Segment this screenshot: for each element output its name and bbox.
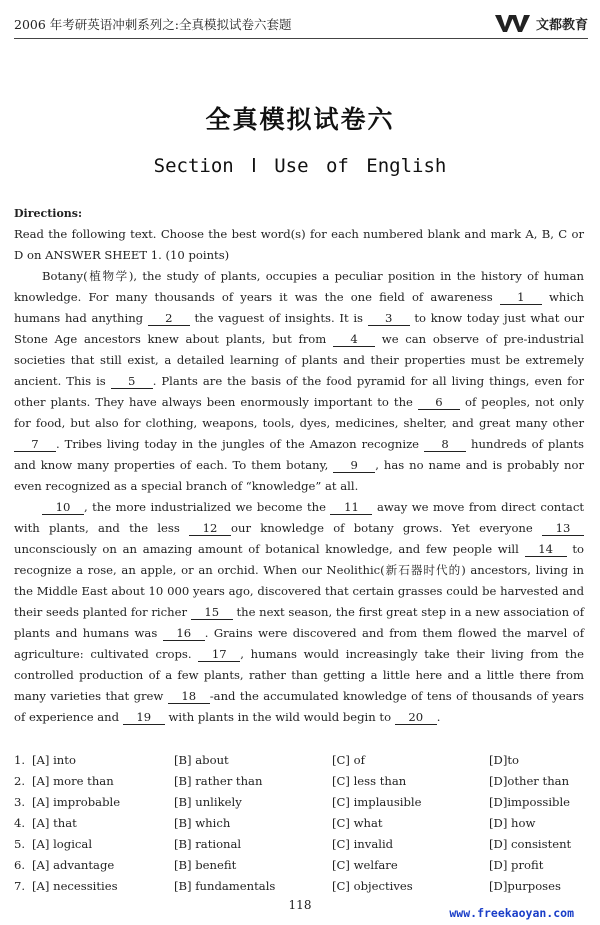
blank-13: 13: [542, 521, 584, 536]
option-a: [A] that: [32, 815, 77, 830]
exam-body: [14, 203, 584, 728]
option-a: [A] necessities: [32, 878, 118, 893]
blank-20: 20: [395, 710, 437, 725]
option-c: [C] what: [332, 815, 383, 830]
blank-6: 6: [418, 395, 460, 410]
option-b: [B] about: [174, 752, 229, 767]
option-d: [D]to: [489, 752, 519, 767]
blank-14: 14: [525, 542, 567, 557]
option-b: [B] benefit: [174, 857, 237, 872]
option-row-7: 7. [A] necessities [B] fundamentals [C] objectives [D]purposes: [14, 875, 586, 896]
option-c: [C] invalid: [332, 836, 394, 851]
option-row-5: 5. [A] logical [B] rational [C] invalid [D] consistent: [14, 833, 586, 854]
option-c: [C] less than: [332, 773, 407, 788]
option-c: [C] welfare: [332, 857, 398, 872]
option-row-2: 2. [A] more than [B] rather than [C] less than [D]other than: [14, 770, 586, 791]
blank-8: 8: [424, 437, 466, 452]
option-a: [A] improbable: [32, 794, 121, 809]
directions-label: Directions:: [14, 207, 83, 220]
option-d: [D]other than: [489, 773, 570, 788]
header-title: 2006 年考研英语冲刺系列之:全真模拟试卷六套题: [14, 17, 292, 32]
blank-2: 2: [148, 311, 190, 326]
blank-3: 3: [368, 311, 410, 326]
option-row-1: 1. [A] into [B] about [C] of [D]to: [14, 749, 586, 770]
option-row-6: 6. [A] advantage [B] benefit [C] welfare [D] profit: [14, 854, 586, 875]
blank-5: 5: [111, 374, 153, 389]
option-d: [D]impossible: [489, 794, 571, 809]
option-d: [D]purposes: [489, 878, 561, 893]
option-c: [C] implausible: [332, 794, 422, 809]
blank-4: 4: [333, 332, 375, 347]
blank-15: 15: [191, 605, 233, 620]
option-b: [B] fundamentals: [174, 878, 276, 893]
section-title: Section Ⅰ Use of English: [153, 155, 447, 177]
passage-paragraph-2: 10 , the more industrialized we become the 11 away we move from direct contact with plants, and the less 12 our knowledge of botany grows. Yet everyone 13unconsciously on an amazing amount of botanical knowledge, and few people will 14 to recognize a rose, an apple, or an orchid. When our Neolithic(新石器时代的) ancestors, living in the Middle East about 10 000 years ago, discovered that certain grasses could be harvested and their seeds planted for richer 15 the next season, the first great step in a new association of plants and humans was 16 . Grains were discovered and from them flowed the marvel of agriculture: cultivated crops. 17 , humans would increasingly take their living from the controlled production of a few plants, rather than getting a little here and a little there from many varieties that grew 18 -and the accumulated knowledge of tens of thousands of years of experience and 19 with plants in the wild would begin to 20 .: [14, 500, 585, 724]
option-d: [D] how: [489, 815, 536, 830]
blank-16: 16: [163, 626, 205, 641]
option-b: [B] rational: [174, 836, 242, 851]
option-a: [A] into: [32, 752, 76, 767]
blank-19: 19: [123, 710, 165, 725]
answer-options: [14, 749, 586, 896]
option-b: [B] which: [174, 815, 231, 830]
logo-text: 文都教育: [535, 17, 588, 33]
blank-18: 18: [168, 689, 210, 704]
option-a: [A] logical: [32, 836, 93, 851]
page-number: 118: [288, 898, 312, 912]
option-c: [C] of: [332, 752, 365, 767]
page-title: 全真模拟试卷六: [205, 105, 395, 134]
blank-17: 17: [198, 647, 240, 662]
blank-1: 1: [500, 290, 542, 305]
wendu-logo-icon: [494, 12, 532, 34]
option-row-3: 3. [A] improbable [B] unlikely [C] implausible [D]impossible: [14, 791, 586, 812]
passage-paragraph-1: Botany(植物学), the study of plants, occupies a peculiar position in the history of human knowledge. For many thousands of years it was the one field of awareness 1 which humans had anything 2 the vaguest of insights. It is 3 to know today just what our Stone Age ancestors knew about plants, but from 4 we can observe of pre-industrial societies that still exist, a detailed learning of plants and their properties must be extremely ancient. This is 5 . Plants are the basis of the food pyramid for all living things, even for other plants. They have always been enormously important to the 6 of peoples, not only for food, but also for clothing, weapons, tools, dyes, medicines, shelter, and great many other 7 . Tribes living today in the jungles of the Amazon recognize 8 hundreds of plants and know many properties of each. To them botany, 9 , has no name and is probably nor even recognized as a special branch of “knowledge” at all.: [14, 269, 585, 493]
blank-9: 9: [333, 458, 375, 473]
option-d: [D] profit: [489, 857, 544, 872]
directions-text: Read the following text. Choose the best word(s) for each numbered blank and mark A, B, C or D on ANSWER SHEET 1. (10 points): [14, 227, 584, 262]
blank-12: 12: [189, 521, 231, 536]
blank-10: 10: [42, 500, 84, 515]
option-d: [D] consistent: [489, 836, 572, 851]
blank-11: 11: [330, 500, 372, 515]
wendu-logo: [494, 12, 588, 34]
option-a: [A] advantage: [32, 857, 115, 872]
option-b: [B] unlikely: [174, 794, 242, 809]
blank-7: 7: [14, 437, 56, 452]
option-c: [C] objectives: [332, 878, 413, 893]
page-header: [14, 10, 588, 39]
option-a: [A] more than: [32, 773, 114, 788]
option-row-4: 4. [A] that [B] which [C] what [D] how: [14, 812, 586, 833]
footer-url-link[interactable]: www.freekaoyan.com: [449, 906, 574, 920]
option-b: [B] rather than: [174, 773, 263, 788]
